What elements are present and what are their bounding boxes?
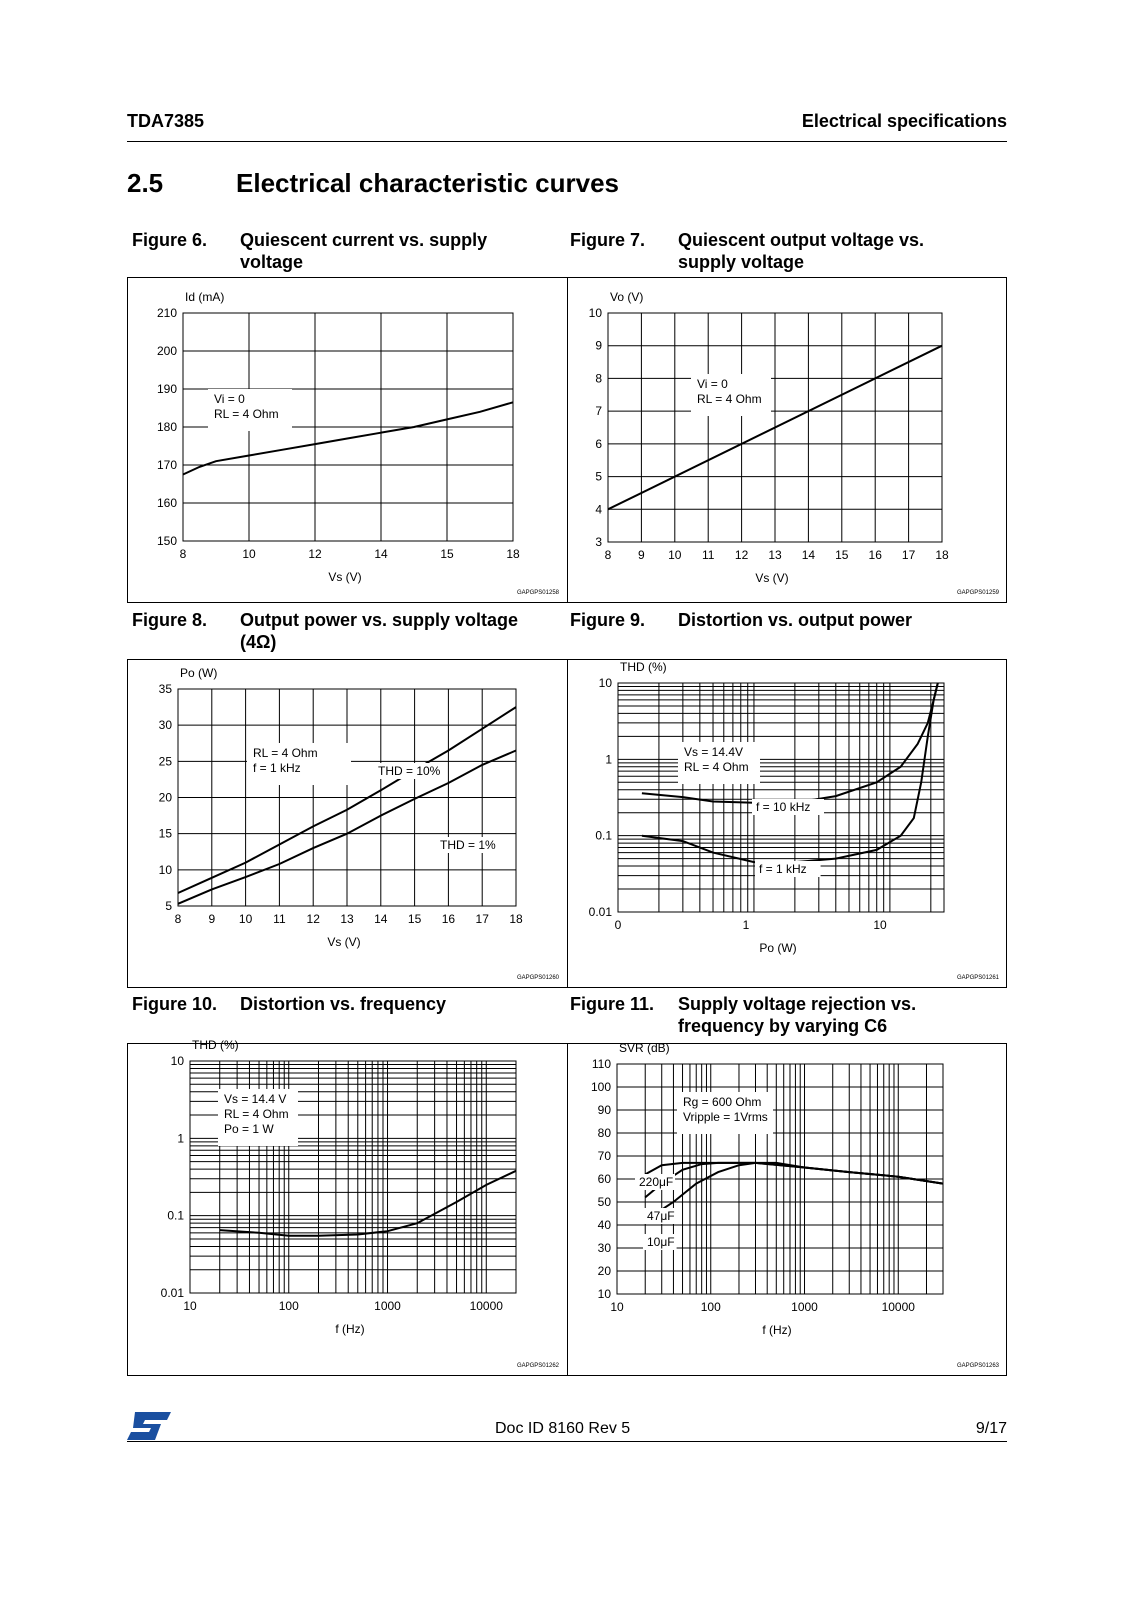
y-tick-label: 6 (595, 436, 602, 451)
series-label: 47μF (647, 1209, 675, 1223)
y-tick-label: 0.1 (595, 828, 612, 843)
chart-distortion-vs-power (570, 662, 1004, 985)
figure-number: Figure 6. (132, 230, 208, 250)
y-tick-label: 9 (595, 338, 602, 353)
x-tick-label: 10000 (469, 1299, 503, 1313)
y-axis-label: THD (%) (192, 1038, 239, 1052)
x-tick-label: 13 (340, 912, 354, 926)
x-tick-label: 15 (407, 912, 422, 926)
y-tick-label: 180 (156, 420, 177, 434)
y-tick-label: 10 (158, 862, 172, 877)
running-header-left: TDA7385 (127, 111, 205, 131)
y-tick-label: 0.1 (167, 1208, 184, 1223)
figure-title: Quiescent current vs. supply voltage (240, 230, 488, 272)
x-tick-label: 11 (273, 912, 286, 926)
x-tick-label: 15 (440, 547, 454, 561)
plot-grid (178, 689, 516, 906)
x-tick-label: 12 (734, 548, 749, 562)
y-tick-label: 0.01 (160, 1286, 184, 1300)
x-tick-label: 12 (308, 547, 322, 561)
y-tick-label: 7 (595, 404, 602, 419)
x-axis-label: f (Hz) (335, 1322, 365, 1336)
chart-output-power (130, 662, 564, 985)
y-axis-label: Id (mA) (185, 290, 225, 304)
x-tick-label: 10 (610, 1300, 624, 1314)
plot-area (618, 683, 944, 912)
annotation-text: Vi = 0 (697, 377, 728, 391)
series-label: THD = 10% (378, 764, 441, 778)
x-axis-label: Vs (V) (755, 571, 789, 585)
annotation-text: RL = 4 Ohm (697, 392, 762, 406)
y-tick-label: 35 (158, 682, 172, 696)
x-tick-label: 10 (873, 918, 887, 932)
x-tick-label: 15 (835, 548, 849, 562)
figure-id-label: GAPGPS01260 (516, 975, 559, 981)
x-tick-label: 13 (768, 548, 782, 562)
annotation-text: Po = 1 W (224, 1122, 274, 1136)
figure-number: Figure 11. (570, 994, 655, 1014)
annotation-text: Vi = 0 (214, 392, 245, 406)
x-tick-label: 8 (179, 547, 187, 561)
x-axis-label: Vs (V) (327, 935, 361, 949)
x-tick-label: 16 (868, 548, 882, 562)
x-tick-label: 100 (700, 1300, 721, 1314)
x-tick-label: 11 (701, 548, 715, 562)
figure-id-label: GAPGPS01262 (516, 1363, 559, 1369)
y-tick-label: 210 (156, 306, 177, 320)
y-tick-label: 90 (597, 1103, 611, 1117)
x-tick-label: 8 (174, 912, 182, 926)
y-tick-label: 40 (597, 1218, 611, 1232)
annotation-text: f = 1 kHz (253, 761, 301, 775)
y-axis-label: THD (%) (620, 660, 667, 674)
x-tick-label: 1 (742, 918, 750, 932)
x-tick-label: 10 (242, 547, 256, 561)
y-tick-label: 1 (177, 1131, 184, 1146)
x-tick-label: 14 (801, 548, 816, 562)
y-tick-label: 100 (590, 1080, 611, 1094)
annotation-text: Vs = 14.4 V (224, 1092, 287, 1106)
figure-title: Output power vs. supply voltage (4Ω) (240, 610, 519, 652)
chart-quiescent-output-voltage (570, 280, 1004, 600)
figure-title: Distortion vs. frequency (240, 994, 447, 1014)
footer-page-number: 9/17 (975, 1420, 1007, 1437)
y-axis-label: SVR (dB) (619, 1041, 670, 1055)
y-tick-label: 60 (597, 1172, 611, 1186)
series-label: f = 1 kHz (759, 862, 807, 876)
annotation-text: Vripple = 1Vrms (683, 1110, 768, 1124)
x-tick-label: 10 (668, 548, 682, 562)
annotation-text: RL = 4 Ohm (224, 1107, 289, 1121)
y-tick-label: 20 (597, 1264, 611, 1278)
x-tick-label: 9 (208, 912, 216, 926)
header-rule (127, 141, 1007, 142)
y-tick-label: 170 (156, 458, 177, 472)
y-tick-label: 10 (598, 676, 612, 690)
x-tick-label: 16 (441, 912, 456, 926)
x-tick-label: 8 (604, 548, 612, 562)
y-tick-label: 5 (165, 899, 172, 913)
running-header-right: Electrical specifications (801, 111, 1007, 131)
footer-doc-id: Doc ID 8160 Rev 5 (495, 1420, 631, 1437)
x-tick-label: 18 (506, 547, 520, 561)
y-tick-label: 5 (595, 469, 602, 484)
figure-divider-row-2 (567, 659, 568, 988)
section-number: 2.5 (127, 168, 164, 198)
y-tick-label: 80 (597, 1126, 611, 1140)
y-tick-label: 3 (595, 535, 602, 549)
section-title: Electrical characteristic curves (236, 168, 620, 198)
y-tick-label: 15 (158, 826, 172, 841)
figure-number: Figure 8. (132, 610, 208, 630)
y-axis-label: Po (W) (180, 666, 218, 680)
x-tick-label: 14 (374, 912, 388, 926)
chart-quiescent-current (130, 280, 564, 600)
figure-id-label: GAPGPS01259 (956, 590, 999, 596)
x-tick-label: 0 (614, 918, 622, 932)
figure-id-label: GAPGPS01258 (516, 590, 559, 596)
y-tick-label: 70 (597, 1149, 611, 1163)
y-tick-label: 190 (156, 382, 177, 396)
series-line (220, 1171, 516, 1236)
y-tick-label: 20 (158, 790, 172, 805)
figure-id-label: GAPGPS01261 (956, 975, 999, 981)
annotation-text: RL = 4 Ohm (684, 760, 749, 774)
y-tick-label: 30 (158, 718, 172, 733)
x-tick-label: 10 (238, 912, 253, 926)
y-tick-label: 30 (597, 1241, 611, 1255)
annotation-text: Rg = 600 Ohm (683, 1095, 762, 1109)
y-tick-label: 10 (597, 1287, 611, 1301)
series-label: THD = 1% (440, 838, 496, 852)
figure-title: Distortion vs. output power (678, 610, 912, 630)
figure-divider-row-1 (567, 277, 568, 603)
x-tick-label: 9 (638, 548, 645, 562)
x-tick-label: 18 (509, 912, 523, 926)
x-axis-label: Po (W) (759, 941, 797, 955)
figure-title: Supply voltage rejection vs. frequency by varying C6 (678, 994, 917, 1036)
y-tick-label: 4 (595, 502, 602, 517)
y-tick-label: 10 (588, 306, 602, 320)
x-tick-label: 12 (306, 912, 320, 926)
x-tick-label: 14 (374, 547, 388, 561)
y-tick-label: 200 (156, 344, 177, 358)
x-tick-label: 100 (278, 1299, 299, 1313)
annotation-text: Vs = 14.4V (684, 745, 744, 759)
footer-rule (127, 1441, 1007, 1442)
x-tick-label: 17 (475, 912, 489, 926)
y-tick-label: 0.01 (588, 905, 612, 919)
figure-id-label: GAPGPS01263 (956, 1363, 999, 1369)
series-label: 220μF (639, 1175, 674, 1189)
figure-number: Figure 10. (132, 994, 218, 1014)
y-tick-label: 50 (597, 1195, 611, 1209)
y-tick-label: 160 (156, 496, 177, 510)
series-label: f = 10 kHz (756, 800, 811, 814)
chart-distortion-vs-frequency (130, 1038, 564, 1373)
x-axis-label: Vs (V) (328, 570, 362, 584)
annotation-text: RL = 4 Ohm (214, 407, 279, 421)
annotation-text: RL = 4 Ohm (253, 746, 318, 760)
figure-number: Figure 7. (570, 230, 646, 250)
plot-grid (618, 683, 944, 912)
x-tick-label: 18 (935, 548, 949, 562)
figure-title: Quiescent output voltage vs. supply voltage (678, 230, 925, 272)
y-axis-label: Vo (V) (610, 290, 644, 304)
y-tick-label: 10 (170, 1054, 184, 1068)
st-logo-icon (127, 1410, 173, 1442)
y-tick-label: 25 (158, 754, 172, 769)
y-tick-label: 8 (595, 371, 602, 386)
series-label: 10μF (647, 1235, 675, 1249)
y-tick-label: 110 (591, 1057, 611, 1071)
y-tick-label: 1 (605, 752, 612, 767)
x-tick-label: 10000 (881, 1300, 915, 1314)
x-tick-label: 1000 (374, 1299, 401, 1313)
x-tick-label: 17 (901, 548, 916, 562)
x-tick-label: 1000 (791, 1300, 818, 1314)
chart-svr-vs-frequency (570, 1041, 1004, 1373)
figure-divider-row-3 (567, 1043, 568, 1376)
x-tick-label: 10 (183, 1299, 197, 1313)
x-axis-label: f (Hz) (762, 1323, 792, 1337)
y-tick-label: 150 (156, 534, 177, 548)
figure-number: Figure 9. (570, 610, 646, 630)
